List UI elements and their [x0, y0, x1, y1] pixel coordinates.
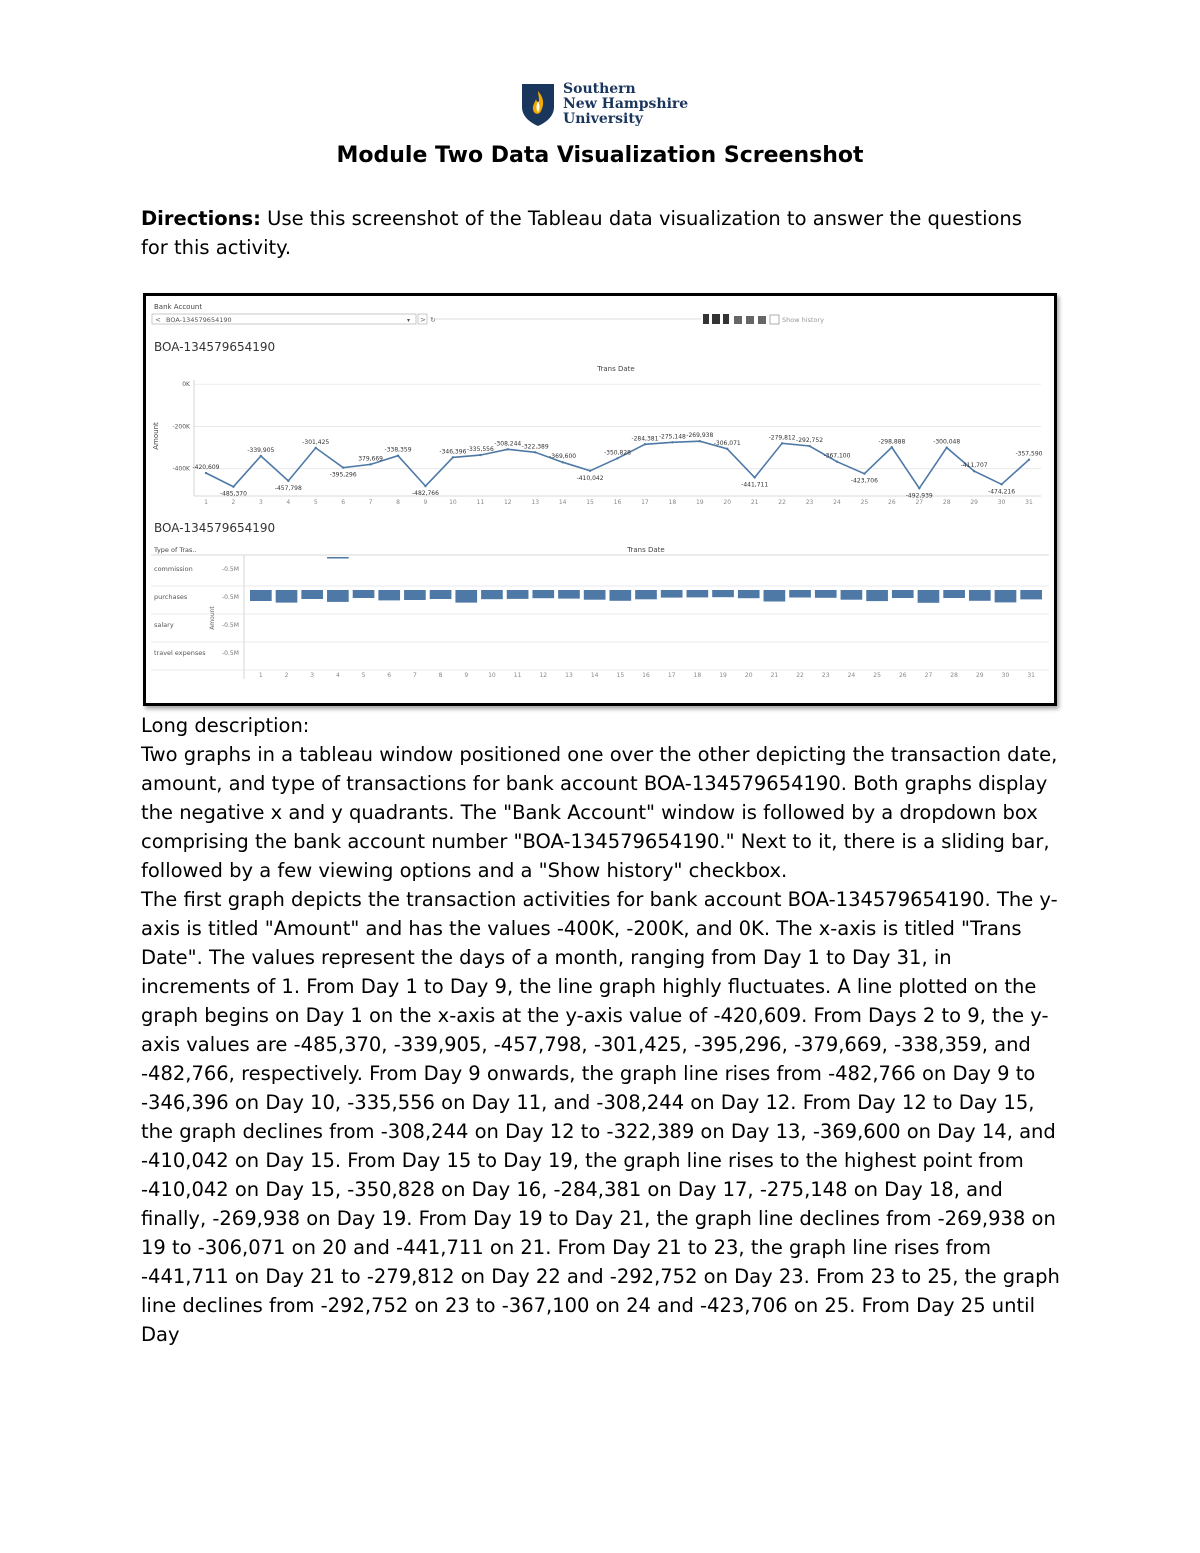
directions-label: Directions: — [141, 207, 261, 230]
bar-chart-bar[interactable] — [918, 590, 940, 603]
bar-chart-x-tick: 15 — [616, 672, 625, 679]
university-logo — [521, 82, 688, 127]
bar-chart-x-tick: 7 — [412, 672, 417, 679]
line-chart-point[interactable] — [671, 441, 673, 443]
line-chart-point[interactable] — [753, 476, 755, 478]
bar-chart-bar[interactable] — [995, 590, 1017, 602]
line-chart-point[interactable] — [479, 454, 481, 456]
bar-chart-x-tick: 21 — [770, 672, 779, 679]
bar-chart-x-tick: 24 — [847, 672, 856, 679]
line-chart-point[interactable] — [507, 448, 509, 450]
line-chart-point[interactable] — [1028, 459, 1030, 461]
line-chart-point[interactable] — [918, 487, 920, 489]
line-chart-x-tick: 1 — [204, 499, 208, 506]
line-chart-x-tick: 20 — [723, 499, 732, 506]
bar-chart-x-tick: 17 — [667, 672, 676, 679]
long-description-paragraph-2: The first graph depicts the transaction activities for bank account BOA-134579654190. The y-axis is titled "Amount" and has the values -400K, -200K, and 0K. The x-axis is titled "Trans Date". The values represent the days of a month, ranging from Day 1 to Day 31, in increments of 1. From Day 1 to Day 9, the line graph highly fluctuates. A line plotted on the graph begins on Day 1 on the x-axis at the y-axis value of -420,609. From Days 2 to 9, the y-axis values are -485,370, -339,905, -457,798, -301,425, -395,296, -379,669, -338,359, and -482,766, respectively. From Day 9 onwards, the graph line rises from -482,766 on Day 9 to -346,396 on Day 10, -335,556 on Day 11, and -308,244 on Day 12. From Day 12 to Day 15, the graph declines from -308,244 on Day 12 to -322,389 on Day 13, -369,600 on Day 14, and -410,042 on Day 15. From Day 15 to Day 19, the graph line rises to the highest point from -410,042 on Day 15, -350,828 on Day 16, -284,381 on Day 17, -275,148 on Day 18, and finally, -269,938 on Day 19. From Day 19 to Day 21, the graph line declines from -269,938 on 19 to -306,071 on 20 and -441,711 on 21. From Day 21 to 23, the graph line rises from -441,711 on Day 21 to -279,812 on Day 22 and -292,752 on Day 23. From 23 to 25, the graph line declines from -292,752 on 23 to -367,100 on 24 and -423,706 on 25. From Day 25 until Day — [141, 888, 1060, 1346]
line-chart-data-label: -279,812 — [768, 434, 796, 442]
bar-chart-x-tick: 27 — [924, 672, 933, 679]
bar-chart-x-tick: 2 — [284, 672, 289, 679]
line-chart-data-label: -367,100 — [823, 452, 851, 460]
bar-chart-row-label: salary — [154, 621, 174, 629]
tableau-screenshot — [143, 293, 1057, 706]
bar-chart-bar[interactable] — [892, 590, 914, 598]
line-chart-data-label: -292,752 — [796, 437, 824, 445]
logo-line-3: University — [563, 111, 643, 127]
bar-chart-bar[interactable] — [969, 590, 991, 601]
line-chart-x-tick: 26 — [888, 499, 896, 506]
bar-chart-x-tick: 23 — [821, 672, 830, 679]
bar-chart-y-axis-title: Amount — [209, 606, 216, 630]
bar-chart-bar[interactable] — [661, 590, 683, 598]
bar-chart-bar[interactable] — [404, 590, 426, 600]
view-option-1-icon[interactable] — [734, 316, 742, 324]
line-chart-point[interactable] — [369, 463, 371, 465]
line-chart-x-tick: 30 — [997, 499, 1006, 506]
bar-chart-bar[interactable] — [1020, 590, 1042, 599]
line-chart-y-tick: -400K — [172, 465, 190, 473]
line-chart-point[interactable] — [616, 457, 618, 459]
bar-chart-row-header: Type of Tras.. — [154, 546, 197, 554]
bar-chart-x-tick: 3 — [310, 672, 315, 679]
line-chart-data-label: -457,798 — [274, 484, 302, 492]
bar-chart-bar[interactable] — [635, 590, 657, 599]
bar-chart-row-label: purchases — [154, 593, 188, 601]
line-chart-x-tick: 14 — [558, 499, 567, 506]
line-chart-point[interactable] — [863, 472, 865, 474]
line-chart-data-label: -298,888 — [878, 438, 906, 446]
bar-chart-row-label: travel expenses — [154, 649, 206, 657]
line-chart-point[interactable] — [726, 448, 728, 450]
line-chart-data-label: -306,071 — [713, 439, 741, 447]
line-chart-x-tick: 12 — [503, 499, 512, 506]
bar-chart-bar[interactable] — [687, 590, 709, 597]
directions-text: Use this screenshot of the Tableau data visualization to answer the questions for this activity. — [141, 207, 1022, 259]
bar-chart-bar[interactable] — [507, 590, 529, 599]
line-chart-point[interactable] — [644, 443, 646, 445]
bar-chart-x-tick: 19 — [719, 672, 727, 679]
line-chart-data-label: -346,396 — [439, 448, 467, 456]
line-chart-data-label: -369,600 — [549, 453, 577, 461]
line-chart-data-label: -423,706 — [850, 477, 878, 485]
bar-chart-bar[interactable] — [815, 590, 837, 598]
bar-chart-bar[interactable] — [943, 590, 965, 598]
view-option-3-icon[interactable] — [758, 316, 766, 324]
line-chart-x-tick: 15 — [586, 499, 594, 506]
line-chart-x-tick: 13 — [531, 499, 540, 506]
line-chart-point[interactable] — [781, 442, 783, 444]
line-chart-point[interactable] — [452, 456, 454, 458]
line-chart-point[interactable] — [315, 447, 317, 449]
bar-chart-x-tick: 11 — [513, 672, 522, 679]
line-chart-data-label: -395,296 — [329, 471, 357, 479]
line-chart-point[interactable] — [561, 461, 563, 463]
bar-chart-x-tick: 4 — [335, 672, 340, 679]
line-chart-x-tick: 22 — [778, 499, 786, 506]
line-chart-x-tick: 24 — [833, 499, 841, 506]
line-chart-data-label: -300,048 — [933, 438, 961, 446]
line-chart-x-tick: 6 — [341, 499, 346, 506]
line-chart-data-label: -410,042 — [576, 474, 604, 482]
chevron-down-icon[interactable]: ▾ — [407, 317, 411, 324]
show-history-checkbox[interactable] — [770, 315, 779, 324]
directions — [141, 204, 1041, 262]
bar-chart-bar[interactable] — [481, 590, 503, 599]
bar-chart-y-tick: -0.5M — [222, 566, 239, 573]
bar-chart-y-tick: -0.5M — [222, 594, 239, 601]
line-chart-x-tick: 5 — [313, 499, 318, 506]
bar-chart-bar[interactable] — [764, 590, 786, 602]
line-chart-data-label: -420,609 — [192, 464, 220, 472]
line-chart-data-label: -301,425 — [302, 438, 330, 446]
bar-chart-bar[interactable] — [301, 590, 323, 599]
page-title: Module Two Data Visualization Screenshot — [336, 143, 864, 168]
line-chart-point[interactable] — [1000, 483, 1002, 485]
bar-chart-bar[interactable] — [866, 590, 888, 601]
bar-chart-y-tick: -0.5M — [222, 622, 239, 629]
line-chart-point[interactable] — [205, 472, 207, 474]
line-chart-point[interactable] — [424, 485, 426, 487]
line-chart-y-tick: -200K — [172, 423, 190, 431]
bar-chart-bar[interactable] — [584, 590, 606, 600]
bar-chart-x-tick: 18 — [693, 672, 702, 679]
logo-line-1: Southern — [563, 81, 636, 97]
line-chart-x-tick: 19 — [695, 499, 704, 506]
step-back-icon[interactable] — [703, 314, 709, 324]
bar-chart-x-tick: 22 — [796, 672, 804, 679]
tableau-window — [146, 296, 1054, 703]
bar-chart-bar[interactable] — [841, 590, 863, 600]
bar-chart-x-tick: 1 — [258, 672, 263, 679]
bar-chart-x-tick: 20 — [744, 672, 753, 679]
bar-chart-bar[interactable] — [789, 590, 811, 598]
line-chart-point[interactable] — [808, 445, 810, 447]
line-chart-x-tick: 9 — [423, 499, 428, 506]
line-chart-point[interactable] — [534, 451, 536, 453]
line-chart-data-label: -411,707 — [960, 462, 988, 470]
bar-chart-x-tick: 12 — [539, 672, 548, 679]
bar-chart-x-tick: 25 — [873, 672, 881, 679]
bar-chart-bar[interactable] — [455, 590, 477, 603]
bar-chart-x-title: Trans Date — [627, 546, 665, 554]
line-chart-data-label: 379,669 — [358, 455, 384, 463]
line-chart-x-tick: 23 — [805, 499, 814, 506]
line-chart-point[interactable] — [891, 446, 893, 448]
line-chart-data-label: -335,556 — [466, 446, 494, 454]
line-chart-x-tick: 17 — [641, 499, 649, 506]
line-chart-x-tick: 18 — [668, 499, 677, 506]
logo-line-2: New Hampshire — [563, 96, 689, 112]
dropdown-value: BOA-134579654190 — [166, 316, 232, 324]
bar-chart-bar[interactable] — [276, 590, 298, 603]
line-chart-point[interactable] — [232, 485, 234, 487]
bar-chart-x-tick: 10 — [488, 672, 496, 679]
line-chart-x-tick: 25 — [860, 499, 869, 506]
line-chart-x-tick: 31 — [1025, 499, 1033, 506]
step-forward-icon[interactable] — [723, 314, 729, 324]
line-chart-x-tick: 29 — [970, 499, 978, 506]
bar-chart-x-tick: 29 — [975, 672, 984, 679]
line-chart-point[interactable] — [946, 446, 948, 448]
line-chart-point[interactable] — [836, 461, 838, 463]
bar-chart-x-tick: 13 — [565, 672, 573, 679]
bar-chart-x-tick: 6 — [387, 672, 392, 679]
line-chart-point[interactable] — [589, 470, 591, 472]
line-chart-y-axis-title: Amount — [152, 422, 160, 450]
line-chart-point[interactable] — [260, 455, 262, 457]
bar-chart-bar[interactable] — [609, 590, 631, 601]
bar-chart-bar[interactable] — [250, 590, 272, 601]
long-description-heading: Long description: — [141, 714, 310, 737]
show-history-label: Show history — [782, 316, 824, 324]
bar-chart-x-tick: 26 — [898, 672, 907, 679]
bar-chart-row-label: commission — [154, 565, 193, 573]
bar-chart-commission-bar[interactable] — [327, 557, 349, 559]
view-option-2-icon[interactable] — [746, 316, 754, 324]
bar-chart-x-tick: 5 — [361, 672, 366, 679]
dropdown-prev-icon[interactable]: < — [155, 316, 161, 324]
filter-label: Bank Account — [154, 303, 203, 311]
line-chart-x-tick: 10 — [449, 499, 457, 506]
line-chart-data-label: -308,244 — [494, 440, 522, 448]
next-icon[interactable]: > — [420, 316, 426, 324]
line-chart-x-tick: 7 — [368, 499, 373, 506]
bar-chart-bar[interactable] — [353, 590, 375, 598]
bar-chart-x-tick: 8 — [438, 672, 443, 679]
bar-chart-bar[interactable] — [378, 590, 400, 600]
sheet2-title: BOA-134579654190 — [154, 521, 276, 535]
long-description-paragraph-1: Two graphs in a tableau window positioned one over the other depicting the transaction date, amount, and type of transactions for bank account BOA-134579654190. Both graphs display the negative x and y quadrants. The "Bank Account" window is followed by a dropdown box comprising the bank account number "BOA-134579654190." Next to it, there is a sliding bar, followed by a few viewing options and a "Show history" checkbox. — [141, 743, 1058, 882]
bar-chart-x-tick: 31 — [1027, 672, 1035, 679]
line-chart-point[interactable] — [287, 480, 289, 482]
line-chart-data-label: -284,381 — [631, 435, 659, 443]
sheet1-title: BOA-134579654190 — [154, 340, 276, 354]
bar-chart-y-tick: -0.5M — [222, 650, 239, 657]
line-chart-data-label: -485,370 — [219, 490, 247, 498]
bar-chart-x-tick: 28 — [950, 672, 958, 679]
line-chart-y-tick: 0K — [182, 381, 190, 389]
line-chart-data-label: -357,590 — [1015, 450, 1043, 458]
line-chart-x-title: Trans Date — [597, 365, 635, 373]
line-chart-x-tick: 11 — [476, 499, 485, 506]
shield-flame-icon — [521, 83, 555, 127]
line-chart-x-tick: 2 — [231, 499, 236, 506]
line-chart-data-label: -269,938 — [686, 432, 714, 440]
line-chart-data-label: -482,766 — [411, 490, 439, 498]
bar-chart-x-tick: 9 — [464, 672, 469, 679]
line-chart-data-label: -474,216 — [988, 488, 1016, 496]
line-chart-point[interactable] — [973, 470, 975, 472]
bar-chart-bar[interactable] — [532, 590, 554, 598]
bar-chart-bar[interactable] — [327, 590, 349, 602]
line-chart-data-label: -339,905 — [247, 446, 275, 454]
line-chart-data-label: -350,828 — [604, 449, 631, 457]
bar-chart-x-tick: 16 — [642, 672, 650, 679]
loop-icon[interactable]: ↻ — [430, 316, 436, 324]
line-chart-point[interactable] — [342, 466, 344, 468]
bar-chart-bar[interactable] — [712, 590, 734, 597]
line-chart-x-tick: 21 — [750, 499, 759, 506]
line-chart-point[interactable] — [699, 440, 701, 442]
line-chart-data-label: -441,711 — [741, 481, 769, 489]
line-chart-x-tick: 4 — [286, 499, 291, 506]
bar-chart-x-tick: 30 — [1001, 672, 1010, 679]
line-chart-x-tick: 3 — [258, 499, 263, 506]
line-chart-data-label: -338,359 — [384, 446, 412, 454]
line-chart-data-label: -275,148 — [658, 433, 686, 441]
bar-chart-x-tick: 14 — [590, 672, 599, 679]
bar-chart-bar[interactable] — [558, 590, 580, 599]
bar-chart-bar[interactable] — [738, 590, 760, 598]
line-chart-data-label: -322,389 — [521, 443, 549, 451]
bar-chart-bar[interactable] — [430, 590, 452, 599]
line-chart-x-tick: 16 — [613, 499, 622, 506]
line-chart-x-tick: 8 — [396, 499, 400, 506]
line-chart-point[interactable] — [397, 454, 399, 456]
play-icon[interactable] — [712, 314, 720, 324]
line-chart-data-label: -492,939 — [905, 492, 933, 500]
line-chart-x-tick: 28 — [942, 499, 951, 506]
long-description — [141, 711, 1061, 1349]
line-chart-x-tick: 27 — [915, 499, 924, 506]
